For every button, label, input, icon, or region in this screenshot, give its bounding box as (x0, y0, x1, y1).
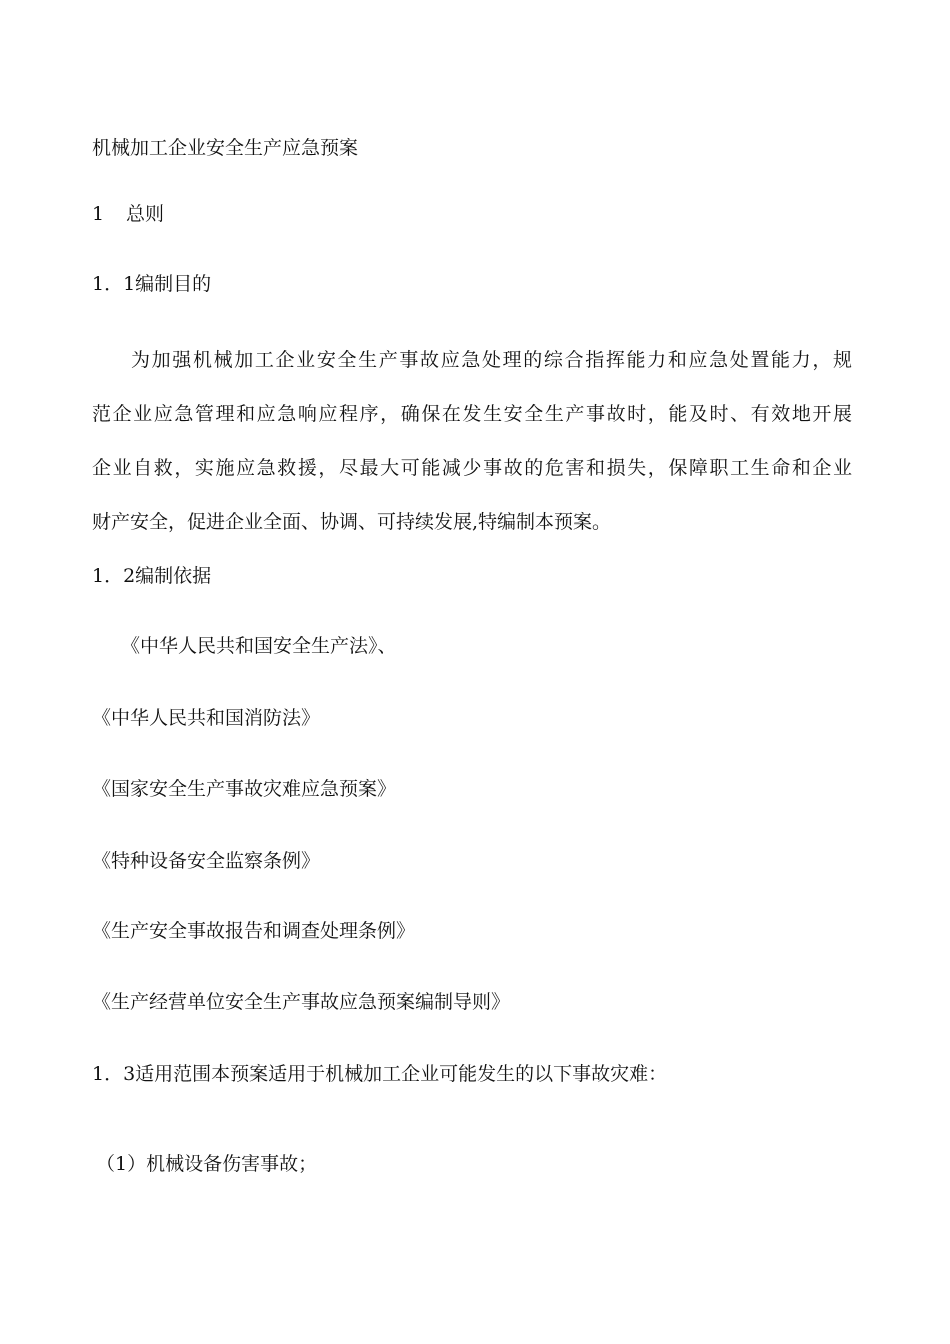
law-item: 《生产安全事故报告和调查处理条例》 (92, 920, 416, 942)
purpose-paragraph (92, 342, 852, 558)
law-item: 《中华人民共和国安全生产法》、 (121, 635, 397, 657)
section-number: 1 (92, 203, 105, 225)
law-item: 《特种设备安全监察条例》 (92, 850, 321, 872)
paragraph-line: 财产安全，促进企业全面、协调、可持续发展,特编制本预案。 (92, 511, 612, 533)
list-item: （1）机械设备伤害事故； (96, 1153, 318, 1175)
paragraph-line: 企业自救，实施应急救援，尽最大可能减少事故的危害和损失，保障职工生命和企业 (92, 457, 852, 479)
subsection-1-2-heading: 1．2编制依据 (92, 565, 212, 587)
subsection-1-1-heading: 1．1编制目的 (92, 273, 212, 295)
section-1-heading (92, 202, 164, 226)
paragraph-line: 为加强机械加工企业安全生产事故应急处理的综合指挥能力和应急处置能力，规 (131, 349, 852, 371)
subsection-1-3-heading: 1．3适用范围本预案适用于机械加工企业可能发生的以下事故灾难： (92, 1063, 668, 1085)
law-item: 《中华人民共和国消防法》 (92, 707, 321, 729)
law-item: 《国家安全生产事故灾难应急预案》 (92, 778, 397, 800)
paragraph-line: 范企业应急管理和应急响应程序，确保在发生安全生产事故时，能及时、有效地开展 (92, 403, 852, 425)
section-title: 总则 (126, 203, 165, 225)
law-item: 《生产经营单位安全生产事故应急预案编制导则》 (92, 991, 511, 1013)
document-title: 机械加工企业安全生产应急预案 (92, 137, 359, 159)
